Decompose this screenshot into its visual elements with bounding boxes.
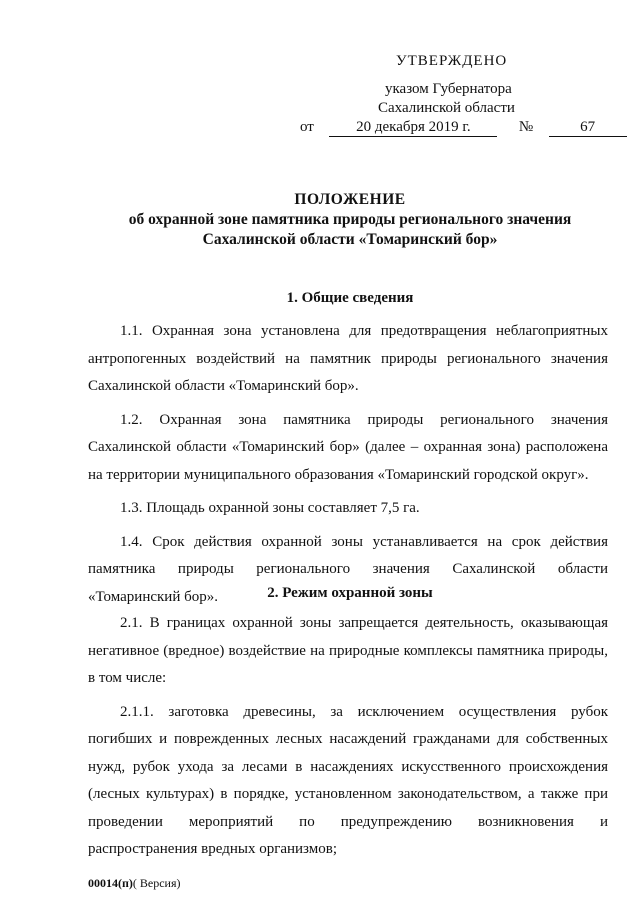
paragraph-2-1-1: 2.1.1. заготовка древесины, за исключением осуществления рубок погибших и поврежденных лесных насаждений гражданами для собственных нужд, рубок ухода за лесами в насаждениях искусственного происхождения (лесных культурах) в порядке, установленном законодательством, а также при проведении мероприятий по предупреждению возникновения и распространения вредных организмов;: [88, 703, 608, 857]
paragraph-1-4: 1.4. Срок действия охранной зоны устанавливается на срок действия памятника природы регионального значения Сахалинской области «Томаринский бор».: [88, 533, 608, 605]
footer-version: ( Версия): [132, 876, 181, 890]
section-1-body: [88, 318, 608, 617]
date-prefix: от: [300, 119, 314, 135]
footer-doc-code: 00014(п): [88, 876, 133, 890]
approval-line-decree: указом Губернатора: [385, 81, 512, 97]
approval-line-region: Сахалинской области: [378, 100, 515, 116]
paragraph-1-2: 1.2. Охранная зона памятника природы регионального значения Сахалинской области «Томаринский бор» (далее – охранная зона) расположена на территории муниципального образования «Томаринский городской округ».: [88, 411, 608, 483]
paragraph-1-3: 1.3. Площадь охранной зоны составляет 7,5 га.: [120, 500, 420, 516]
title-main: ПОЛОЖЕНИЕ: [294, 191, 406, 208]
title-line-3: Сахалинской области «Томаринский бор»: [202, 231, 498, 248]
title-line-2: об охранной зоне памятника природы регионального значения: [128, 211, 572, 228]
footer-code: [88, 876, 181, 891]
number-prefix: №: [518, 119, 534, 135]
paragraph-1-1: 1.1. Охранная зона установлена для предотвращения неблагоприятных антропогенных воздействий на памятник природы регионального значения Сахалинской области «Томаринский бор».: [88, 323, 608, 394]
section-2-body: [88, 610, 608, 870]
paragraph-2-1: 2.1. В границах охранной зоны запрещается деятельность, оказывающая негативное (вредное) воздействие на природные комплексы памятника природы, в том числе:: [88, 615, 608, 686]
section-1-heading: 1. Общие сведения: [286, 290, 414, 306]
approval-number: 67: [549, 119, 627, 137]
approval-date-line: [300, 118, 627, 137]
section-2-heading: 2. Режим охранной зоны: [267, 585, 433, 601]
document-title: [80, 190, 620, 250]
approval-stamp: УТВЕРЖДЕНО: [396, 53, 508, 69]
approval-date: 20 декабря 2019 г.: [329, 119, 497, 137]
